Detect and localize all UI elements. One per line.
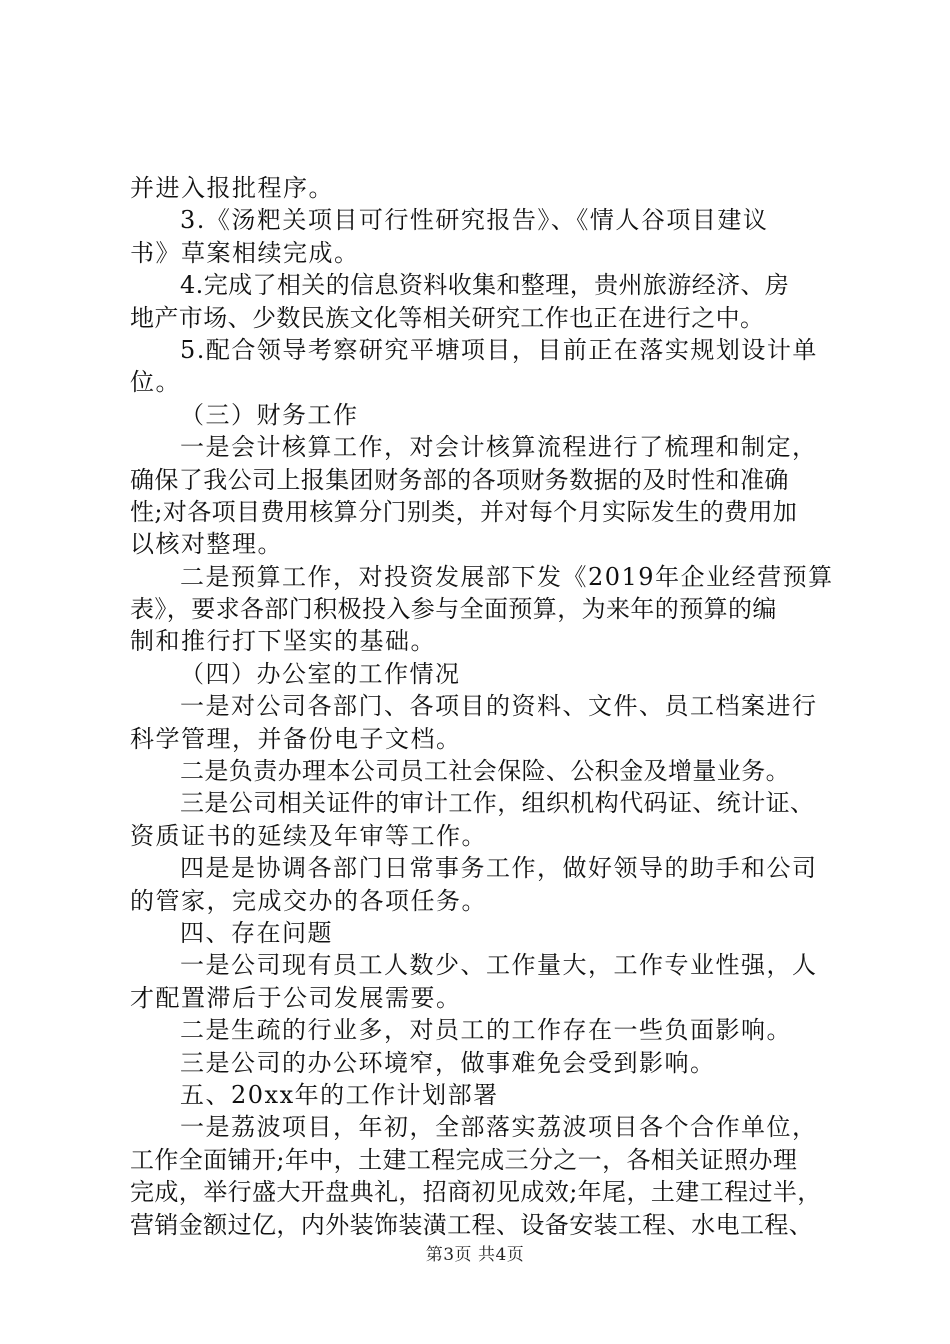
text-line: 一是会计核算工作，对会计核算流程进行了梳理和制定， — [180, 433, 818, 462]
text-line: 二是生疏的行业多，对员工的工作存在一些负面影响。 — [180, 1016, 792, 1045]
text-line: 一是对公司各部门、各项目的资料、文件、员工档案进行 — [180, 692, 818, 721]
section-heading: （四）办公室的工作情况 — [180, 659, 461, 688]
section-heading: 四、存在问题 — [180, 918, 333, 947]
text-line: 书》草案相续完成。 — [130, 238, 360, 267]
text-line: 才配置滞后于公司发展需要。 — [130, 983, 462, 1012]
text-line: 三是公司的办公环境窄，做事难免会受到影响。 — [180, 1048, 716, 1077]
text-line: 一是荔波项目，年初，全部落实荔波项目各个合作单位， — [180, 1113, 818, 1142]
text-line: 一是公司现有员工人数少、工作量大，工作专业性强，人 — [180, 951, 818, 980]
text-line: 三是公司相关证件的审计工作，组织机构代码证、统计证、 — [180, 789, 815, 818]
text-line: 制和推行打下坚实的基础。 — [130, 627, 436, 656]
text-line: 科学管理，并备份电子文档。 — [130, 724, 462, 753]
text-line: 3.《汤粑关项目可行性研究报告》、《情人谷项目建议 — [180, 206, 769, 235]
section-heading: 五、20xx年的工作计划部署 — [180, 1080, 499, 1109]
text-line: 4.完成了相关的信息资料收集和整理，贵州旅游经济、房 — [180, 271, 790, 300]
text-line: 地产市场、少数民族文化等相关研究工作也正在进行之中。 — [130, 303, 765, 332]
text-line: 确保了我公司上报集团财务部的各项财务数据的及时性和准确 — [130, 465, 789, 494]
text-line: 营销金额过亿，内外装饰装潢工程、设备安装工程、水电工程、 — [130, 1210, 814, 1239]
text-line: 资质证书的延续及年审等工作。 — [130, 821, 487, 850]
page-number-footer: 第3页 共4页 — [425, 1245, 525, 1265]
document-body — [130, 172, 836, 1241]
text-line: 表》，要求各部门积极投入参与全面预算，为来年的预算的编 — [130, 595, 777, 624]
section-heading: （三）财务工作 — [180, 400, 359, 429]
text-line: 性;对各项目费用核算分门别类，并对每个月实际发生的费用加 — [130, 497, 798, 526]
text-line: 并进入报批程序。 — [130, 174, 334, 202]
text-line: 完成，举行盛大开盘典礼，招商初见成效;年尾，土建工程过半， — [130, 1178, 822, 1207]
text-line: 工作全面铺开;年中，土建工程完成三分之一，各相关证照办理 — [130, 1145, 798, 1174]
text-line: 位。 — [130, 368, 181, 397]
text-line: 四是是协调各部门日常事务工作，做好领导的助手和公司 — [180, 854, 818, 883]
text-line: 5.配合领导考察研究平塘项目，目前正在落实规划设计单 — [180, 335, 818, 364]
text-line: 以核对整理。 — [130, 530, 283, 559]
text-line: 二是预算工作，对投资发展部下发《2019年企业经营预算 — [180, 562, 834, 591]
text-line: 二是负责办理本公司员工社会保险、公积金及增量业务。 — [180, 757, 790, 786]
text-line: 的管家，完成交办的各项任务。 — [130, 886, 487, 915]
